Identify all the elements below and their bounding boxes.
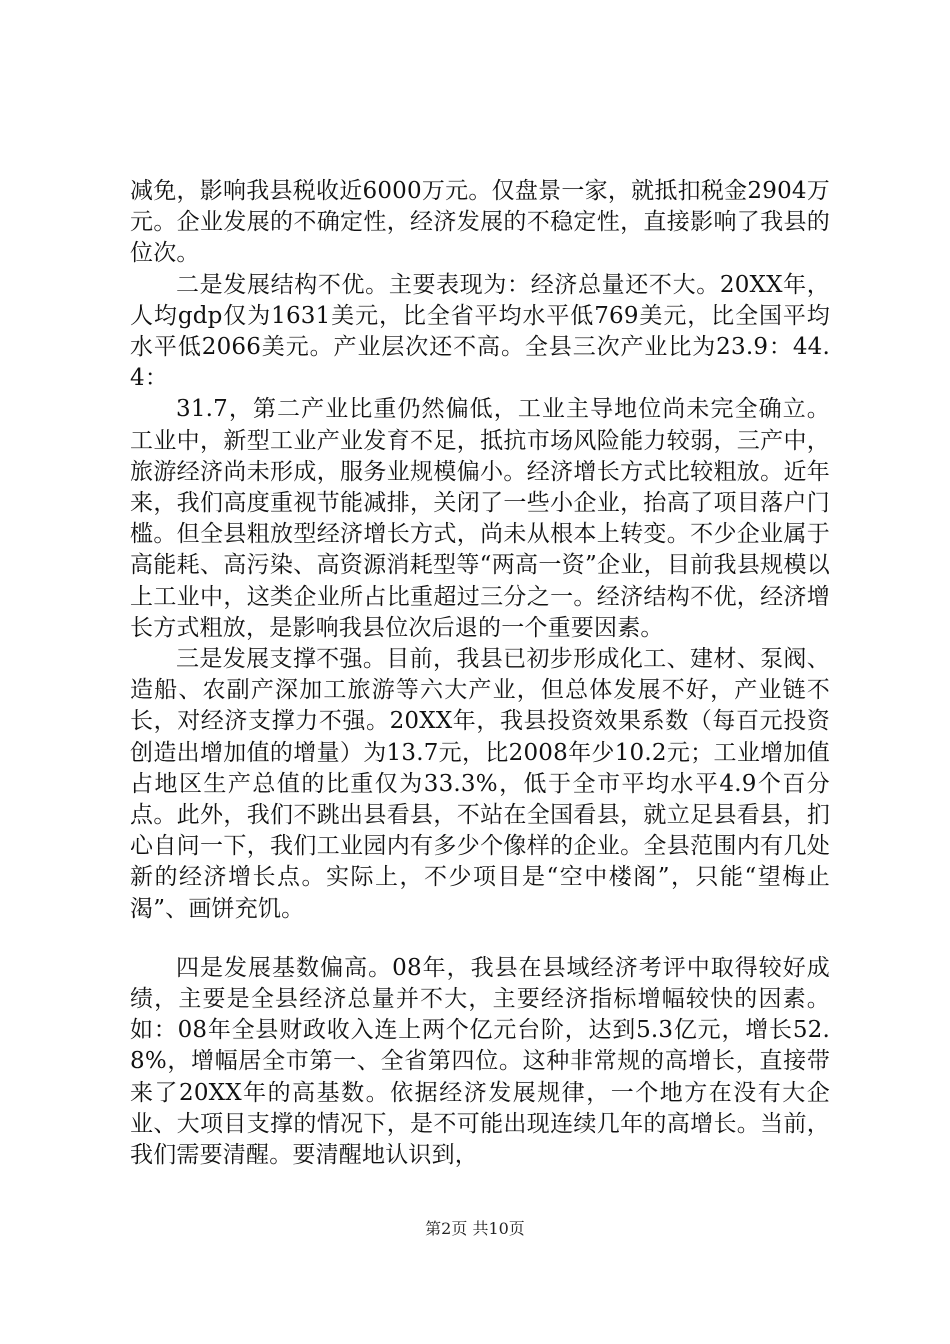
- paragraph-structure: 二是发展结构不优。主要表现为：经济总量还不大。20XX年，人均gdp仅为1631美元，比全省平均水平低769美元，比全国平均水平低2066美元。产业层次还不高。全县三次产业比为23.9：44.4：: [130, 271, 830, 392]
- page-footer: 第2页 共10页: [425, 1219, 525, 1238]
- paragraph-base-number: 四是发展基数偏高。08年，我县在县域经济考评中取得较好成绩，主要是全县经济总量并不大，主要经济指标增幅较快的因素。如：08年全县财政收入连上两个亿元台阶，达到5.3亿元，增长52.8%，增幅居全市第一、全省第四位。这种非常规的高增长，直接带来了20XX年的高基数。依据经济发展规律，一个地方在没有大企业、大项目支撑的情况下，是不可能出现连续几年的高增长。当前，我们需要清醒。要清醒地认识到，: [130, 954, 830, 1169]
- paragraph-support: 三是发展支撑不强。目前，我县已初步形成化工、建材、泵阀、造船、农副产深加工旅游等六大产业，但总体发展不好，产业链不长，对经济支撑力不强。20XX年，我县投资效果系数（每百元投资创造出增加值的增量）为13.7元，比2008年少10.2元；工业增加值占地区生产总值的比重仅为33.3%，低于全市平均水平4.9个百分点。此外，我们不跳出县看县，不站在全国看县，就立足县看县，扪心自问一下，我们工业园内有多少个像样的企业。全县范围内有几处新的经济增长点。实际上，不少项目是“空中楼阁”，只能“望梅止渴”、画饼充饥。: [130, 646, 830, 922]
- document-body: [130, 176, 830, 1171]
- paragraph-industry-ratio: 31.7，第二产业比重仍然偏低，工业主导地位尚未完全确立。工业中，新型工业产业发育不足，抵抗市场风险能力较弱，三产中，旅游经济尚未形成，服务业规模偏小。经济增长方式比较粗放。近年来，我们高度重视节能减排，关闭了一些小企业，抬高了项目落户门槛。但全县粗放型经济增长方式，尚未从根本上转变。不少企业属于高能耗、高污染、高资源消耗型等“两高一资”企业，目前我县规模以上工业中，这类企业所占比重超过三分之一。经济结构不优，经济增长方式粗放，是影响我县位次后退的一个重要因素。: [130, 396, 830, 641]
- paragraph-tax-reduction: 减免，影响我县税收近6000万元。仅盘景一家，就抵扣税金2904万元。企业发展的不确定性，经济发展的不稳定性，直接影响了我县的位次。: [130, 178, 830, 267]
